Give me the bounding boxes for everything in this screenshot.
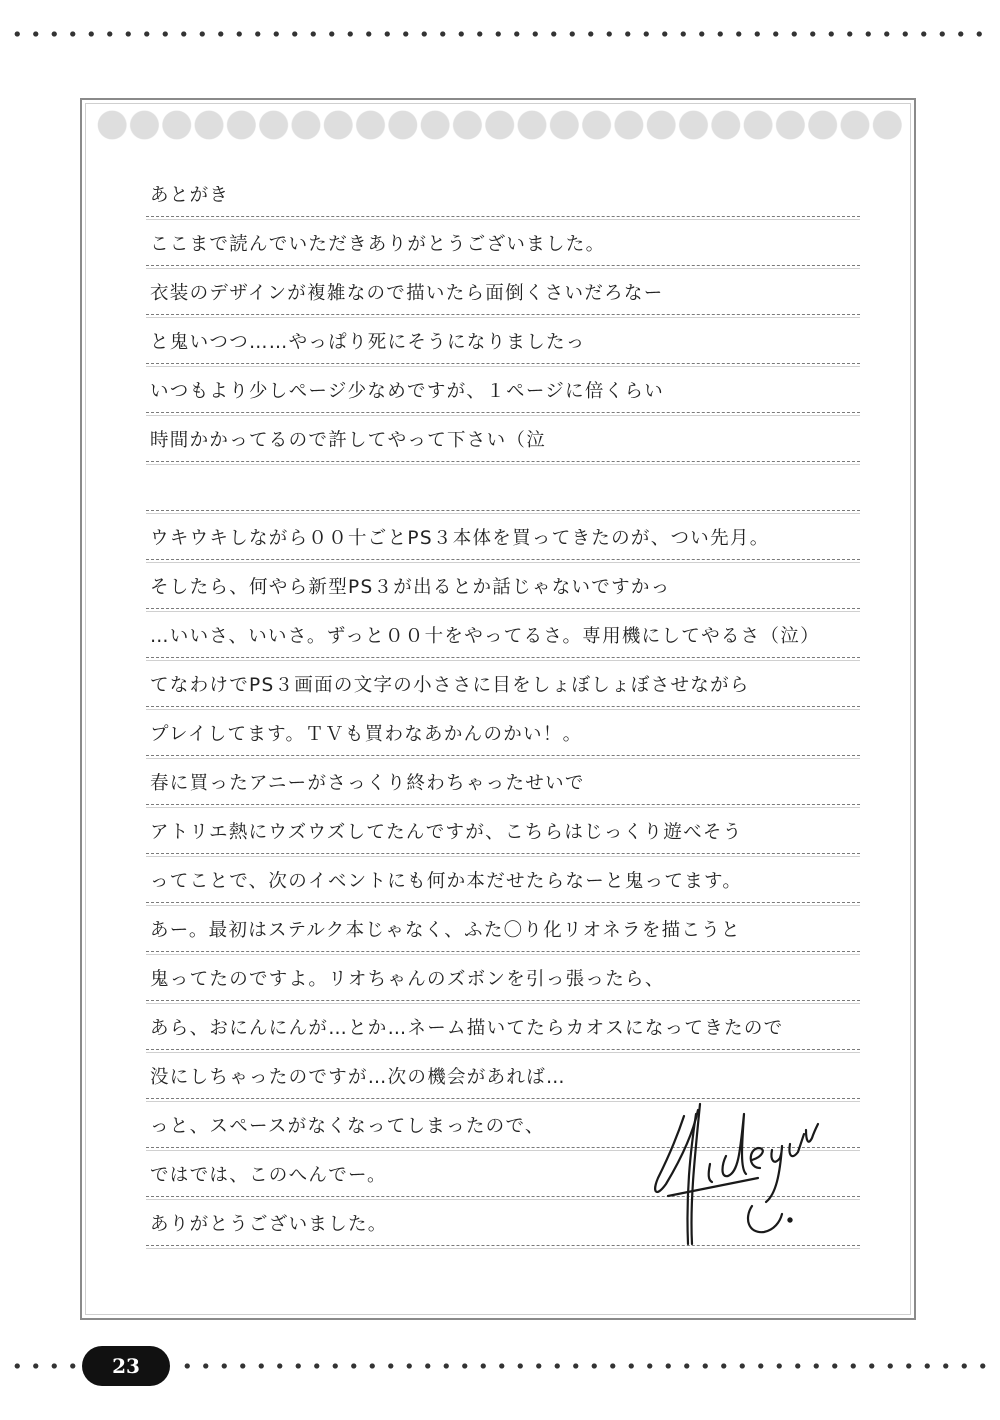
afterword-letter: [146, 168, 860, 1246]
page-number-badge: 23: [82, 1346, 170, 1386]
letter-line-text: と鬼いつつ……やっぱり死にそうになりましたっ: [150, 332, 586, 353]
top-dotted-border: [8, 30, 992, 38]
bottom-dotted-border-left: [8, 1362, 78, 1370]
letter-heading: あとがき: [150, 185, 230, 206]
letter-line: [146, 511, 860, 560]
letter-line-text: そしたら、何やら新型PS３が出るとか話じゃないですかっ: [150, 577, 671, 598]
letter-line-text: アトリエ熱にウズウズしてたんですが、こちらはじっくり遊べそう: [150, 822, 743, 843]
decorative-circle-row: [96, 108, 904, 142]
letter-line-text: あら、おにんにんが…とか…ネーム描いてたらカオスになってきたので: [150, 1018, 784, 1039]
letter-line: [146, 266, 860, 315]
letter-line-text: あー。最初はステルク本じゃなく、ふた〇り化リオネラを描こうと: [150, 920, 741, 941]
letter-line: [146, 217, 860, 266]
letter-line-text: プレイしてます。ＴＶも買わなあかんのかい！。: [150, 724, 583, 745]
letter-line-text: 没にしちゃったのですが…次の機会があれば…: [150, 1067, 566, 1088]
letter-line-text: ここまで読んでいただきありがとうございました。: [150, 234, 606, 255]
letter-line-text: 鬼ってたのですよ。リオちゃんのズボンを引っ張ったら、: [150, 969, 665, 990]
letter-line: [146, 364, 860, 413]
letter-line: [146, 1050, 860, 1099]
letter-line: [146, 315, 860, 364]
letter-line: [146, 756, 860, 805]
letter-line: [146, 413, 860, 462]
letter-line-text: ありがとうございました。: [150, 1214, 388, 1235]
letter-line: [146, 1001, 860, 1050]
letter-line: [146, 609, 860, 658]
letter-line-text: てなわけでPS３画面の文字の小ささに目をしょぼしょぼさせながら: [150, 675, 750, 696]
letter-line: [146, 707, 860, 756]
letter-line-text: 衣装のデザインが複雑なので描いたら面倒くさいだろなー: [150, 283, 664, 304]
bottom-dotted-border-right: [178, 1362, 992, 1370]
letter-line: [146, 560, 860, 609]
letter-line: [146, 658, 860, 707]
letter-line: [146, 952, 860, 1001]
letter-line-text: ウキウキしながら００十ごとPS３本体を買ってきたのが、つい先月。: [150, 528, 770, 549]
letter-line-text: 時間かかってるので許してやって下さい（泣: [150, 430, 547, 451]
letter-line-text: ってことで、次のイベントにも何か本だせたらなーと鬼ってます。: [150, 871, 743, 892]
letter-line-text: いつもより少しページ少なめですが、１ページに倍くらい: [150, 381, 665, 402]
letter-heading-line: [146, 168, 860, 217]
handwritten-signature: [648, 1094, 848, 1254]
letter-line: [146, 805, 860, 854]
letter-line-text: ではでは、このへんでー。: [150, 1165, 387, 1186]
letter-line: [146, 854, 860, 903]
letter-line-text: …いいさ、いいさ。ずっと００十をやってるさ。専用機にしてやるさ（泣）: [150, 626, 820, 647]
letter-line-text: 春に買ったアニーがさっくり終わちゃったせいで: [150, 773, 585, 794]
letter-line: [146, 462, 860, 511]
letter-line: [146, 903, 860, 952]
letter-line-text: っと、スペースがなくなってしまったので、: [150, 1116, 545, 1137]
